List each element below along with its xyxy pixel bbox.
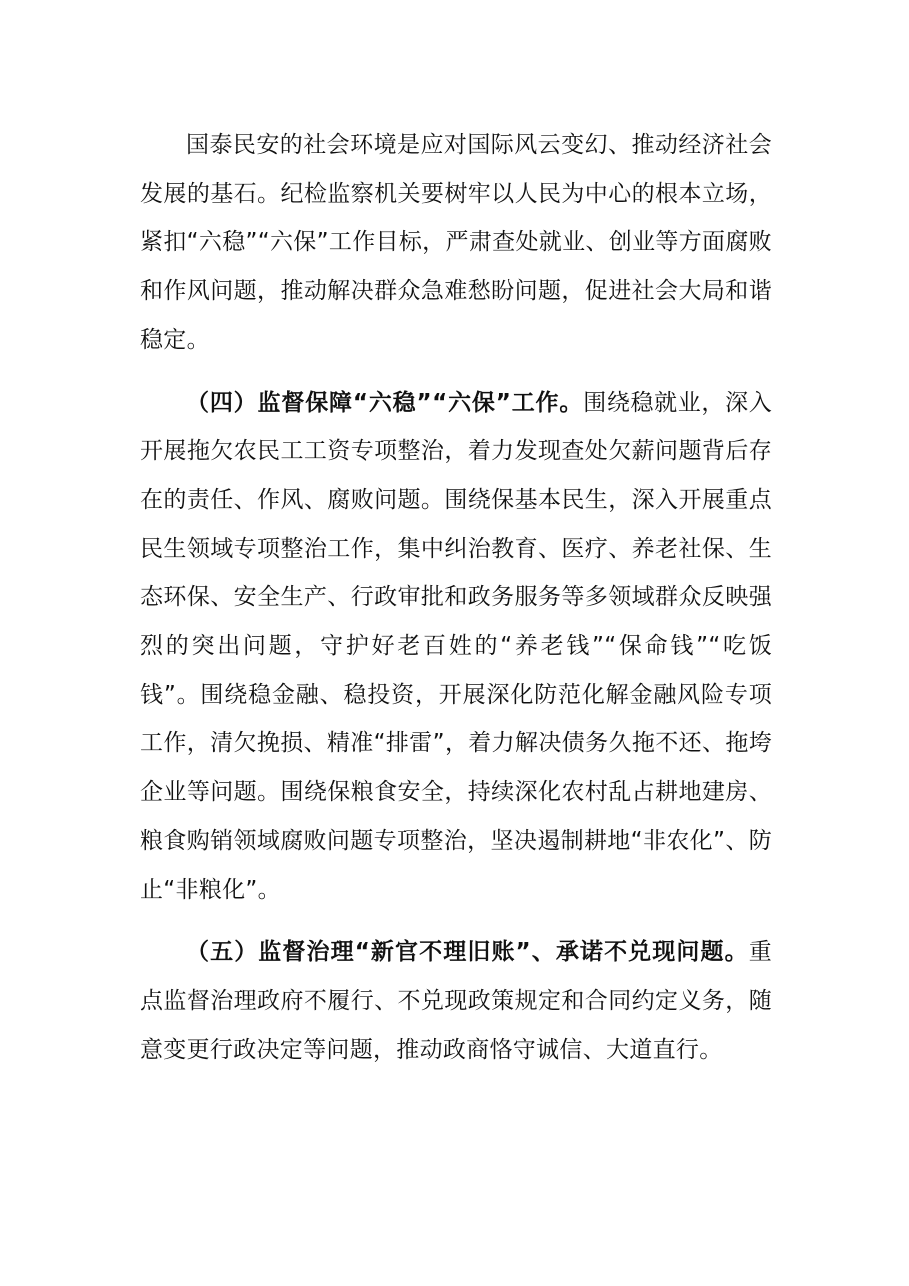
section-heading-five: （五）监督治理“新官不理旧账”、承诺不兑现问题。	[186, 939, 749, 966]
section-heading-four: （四）监督保障“六稳”“六保”工作。	[186, 389, 584, 416]
paragraph-text: 国泰民安的社会环境是应对国际风云变幻、推动经济社会发展的基石。纪检监察机关要树牢以人民为中心的根本立场，紧扣“六稳”“六保”工作目标，严肃查处就业、创业等方面腐败和作风问题，推动解决群众急难愁盼问题，促进社会大局和谐稳定。	[140, 132, 772, 353]
paragraph-new-officials	[140, 928, 772, 1074]
paragraph-text: 围绕稳就业，深入开展拖欠农民工工资专项整治，着力发现查处欠薪问题背后存在的责任、作风、腐败问题。围绕保基本民生，深入开展重点民生领域专项整治工作，集中纠治教育、医疗、养老社保、生态环保、安全生产、行政审批和政务服务等多领域群众反映强烈的突出问题，守护好老百姓的“养老钱”“保命钱”“吃饭钱”。围绕稳金融、稳投资，开展深化防范化解金融风险专项工作，清欠挽损、精准“排雷”，着力解决债务久拖不还、拖垮企业等问题。围绕保粮食安全，持续深化农村乱占耕地建房、粮食购销领域腐败问题专项整治，坚决遏制耕地“非农化”、防止“非粮化”。	[140, 389, 773, 903]
paragraph-social-environment	[140, 121, 772, 365]
paragraph-six-stabilities	[140, 379, 772, 915]
document-body	[140, 121, 772, 1074]
paragraph-text: 重点监督治理政府不履行、不兑现政策规定和合同约定义务，随意变更行政决定等问题，推动政商恪守诚信、大道直行。	[140, 939, 772, 1063]
